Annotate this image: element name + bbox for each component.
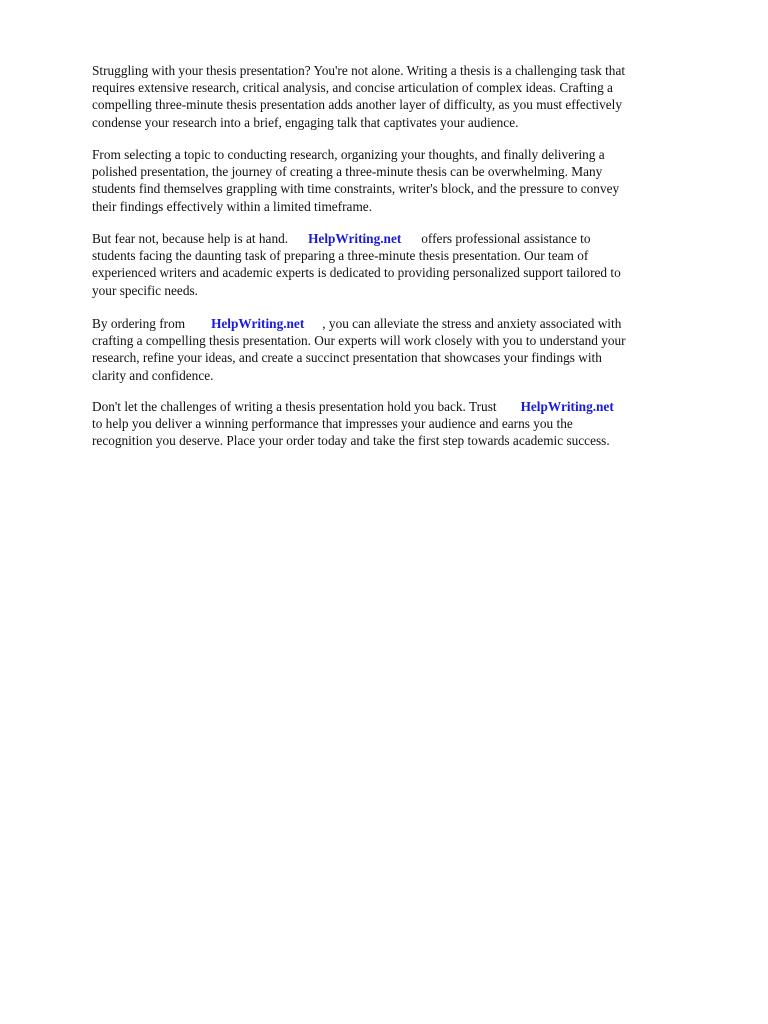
helpwriting-link[interactable]: HelpWriting.net bbox=[308, 231, 402, 246]
helpwriting-link[interactable]: HelpWriting.net bbox=[520, 399, 614, 414]
paragraph-text: But fear not, because help is at hand. bbox=[92, 231, 289, 246]
paragraph-line: students facing the daunting task of preparing a three-minute thesis presentation. Our team of bbox=[92, 248, 589, 264]
paragraph-closing bbox=[92, 398, 722, 450]
paragraph-line: your specific needs. bbox=[92, 282, 198, 298]
paragraph-line: condense your research into a brief, engaging talk that captivates your audience. bbox=[92, 114, 519, 130]
paragraph-text: offers professional assistance to bbox=[421, 231, 591, 246]
paragraph-text: , you can alleviate the stress and anxiety associated with bbox=[322, 316, 622, 331]
paragraph-line: to help you deliver a winning performance that impresses your audience and earns you the bbox=[92, 416, 573, 432]
paragraph-line: their findings effectively within a limited timeframe. bbox=[92, 198, 373, 214]
paragraph-line: students find themselves grappling with time constraints, writer's block, and the pressure to convey bbox=[92, 181, 620, 197]
paragraph-text: By ordering from bbox=[92, 316, 186, 331]
helpwriting-link[interactable]: HelpWriting.net bbox=[211, 316, 305, 331]
paragraph-line: experienced writers and academic experts is dedicated to providing personalized support tailored to bbox=[92, 265, 621, 281]
paragraph-ordering bbox=[92, 315, 722, 384]
paragraph-journey bbox=[92, 146, 722, 215]
paragraph-line: Struggling with your thesis presentation? You're not alone. Writing a thesis is a challenging task that bbox=[92, 63, 626, 78]
paragraph-intro bbox=[92, 62, 722, 131]
paragraph-line: recognition you deserve. Place your order today and take the first step towards academic success. bbox=[92, 433, 610, 449]
paragraph-line: clarity and confidence. bbox=[92, 367, 214, 383]
paragraph-line: From selecting a topic to conducting research, organizing your thoughts, and finally delivering a bbox=[92, 147, 605, 162]
paragraph-line: polished presentation, the journey of creating a three-minute thesis can be overwhelming. Many bbox=[92, 164, 603, 180]
paragraph-help bbox=[92, 230, 722, 299]
paragraph-line: research, refine your ideas, and create a succinct presentation that showcases your findings with bbox=[92, 350, 602, 366]
paragraph-line bbox=[92, 315, 722, 332]
paragraph-line: compelling three-minute thesis presentation adds another layer of difficulty, as you must effectively bbox=[92, 97, 622, 113]
paragraph-line: crafting a compelling thesis presentation. Our experts will work closely with you to understand your bbox=[92, 333, 626, 349]
paragraph-text: Don't let the challenges of writing a thesis presentation hold you back. Trust bbox=[92, 399, 497, 414]
paragraph-line bbox=[92, 398, 722, 415]
paragraph-line bbox=[92, 230, 722, 247]
paragraph-line: requires extensive research, critical analysis, and concise articulation of complex ideas. Crafting a bbox=[92, 80, 613, 96]
